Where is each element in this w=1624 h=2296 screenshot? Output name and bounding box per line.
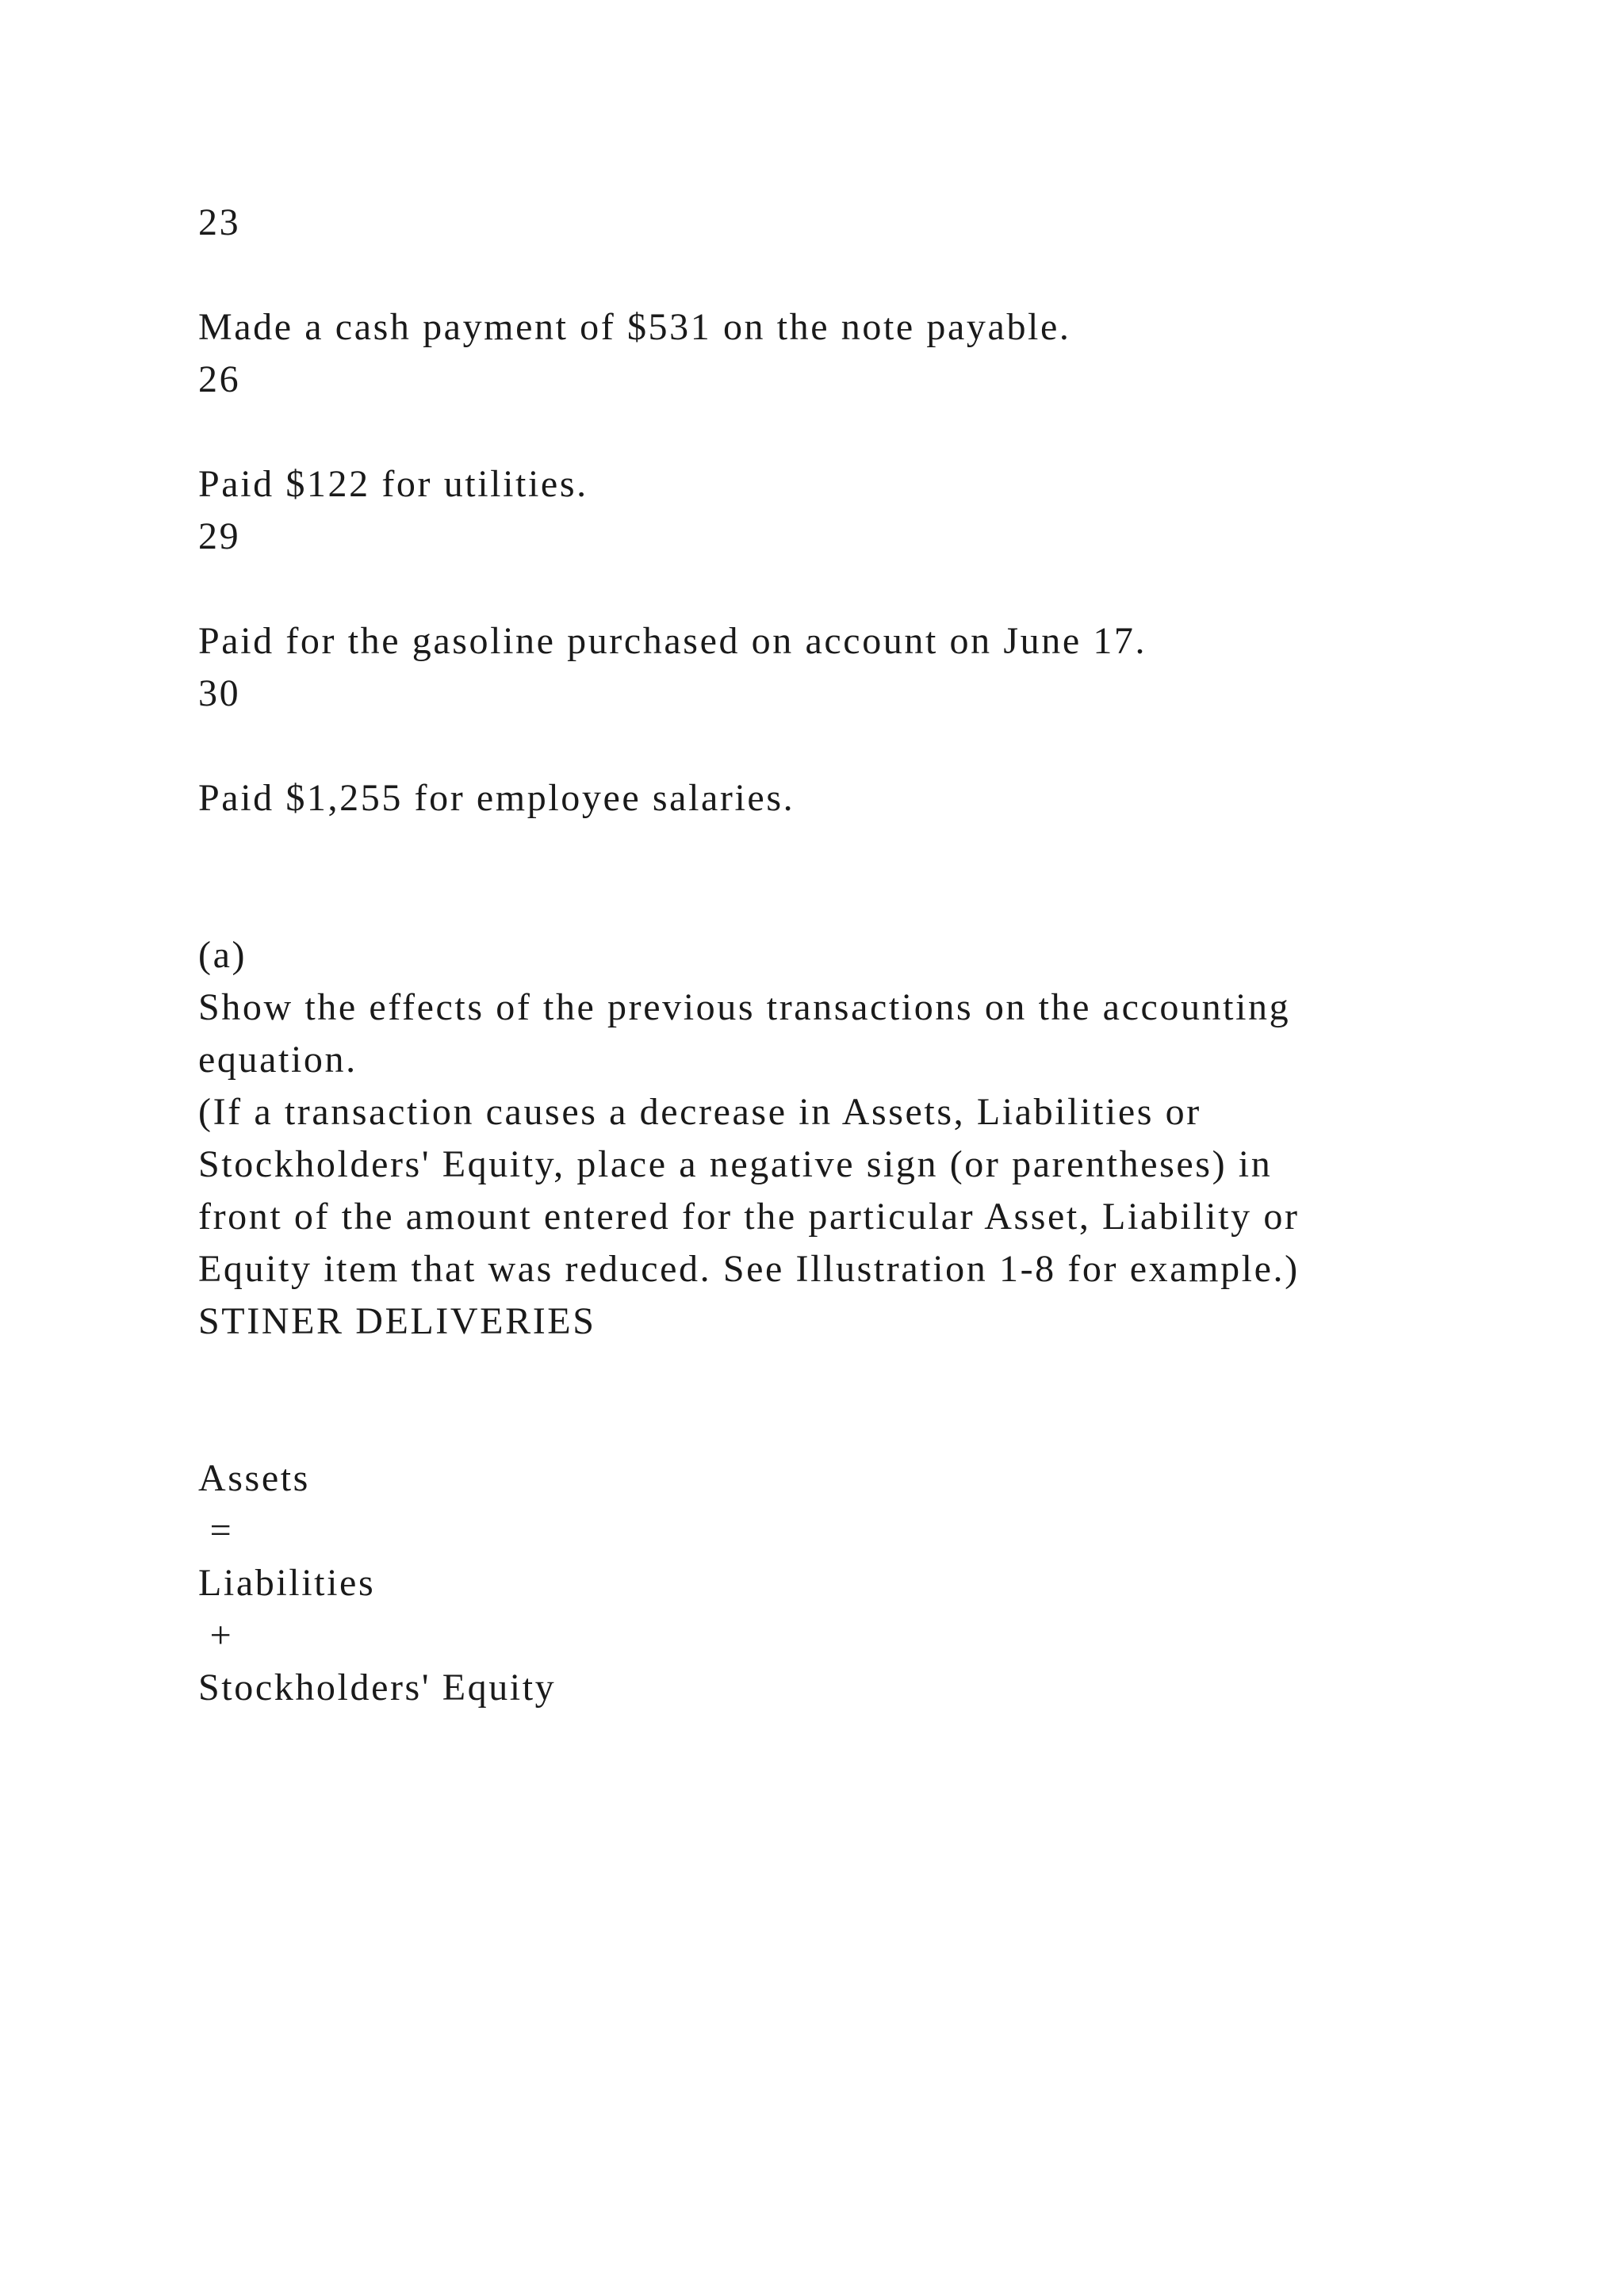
instruction-line: equation. [198,1039,358,1081]
equation-liabilities: Liabilities [198,1562,376,1604]
transaction-day: 23 [198,201,241,243]
transaction-day: 29 [198,515,241,557]
equation-plus-sign: + [198,1614,234,1656]
equation-assets: Assets [198,1457,310,1499]
transaction-description: Paid for the gasoline purchased on account on June 17. [198,620,1147,662]
note-line: Equity item that was reduced. See Illustration 1-8 for example.) [198,1248,1300,1290]
part-label: (a) [198,934,247,976]
company-name: STINER DELIVERIES [198,1300,596,1342]
transaction-day: 26 [198,358,241,400]
note-line: front of the amount entered for the particular Asset, Liability or [198,1196,1300,1238]
instruction-line: Show the effects of the previous transactions on the accounting [198,986,1291,1028]
transaction-description: Made a cash payment of $531 on the note payable. [198,306,1071,348]
transaction-description: Paid $1,255 for employee salaries. [198,777,795,819]
transaction-day: 30 [198,672,241,714]
equation-stockholders-equity: Stockholders' Equity [198,1667,557,1709]
transaction-description: Paid $122 for utilities. [198,463,588,505]
equation-equals-sign: = [198,1510,234,1552]
note-line: Stockholders' Equity, place a negative sign (or parentheses) in [198,1143,1273,1185]
note-line: (If a transaction causes a decrease in Assets, Liabilities or [198,1091,1201,1133]
